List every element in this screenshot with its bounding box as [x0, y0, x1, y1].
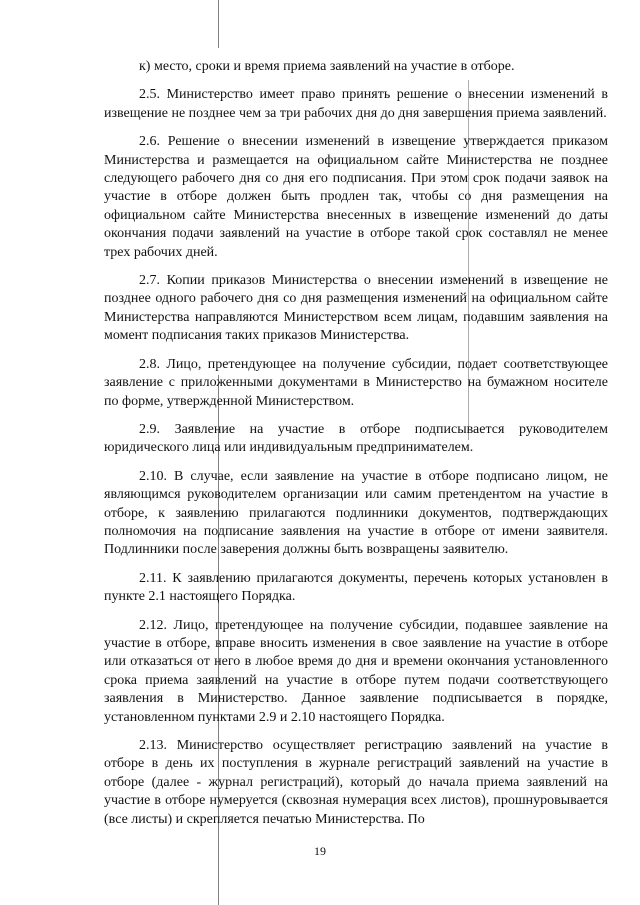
paragraph-2-8: 2.8. Лицо, претендующее на получение субсидии, подает соответствующее заявление с приложенными документами в Министерство на бумажном носителе по форме, утвержденной Министерством.: [104, 356, 608, 409]
paragraph-item-k: к) место, сроки и время приема заявлений на участие в отборе.: [139, 59, 515, 74]
paragraph-2-10: 2.10. В случае, если заявление на участие в отборе подписано лицом, не являющимся руководителем организации или самим претендентом на участие в отборе, к заявлению прилагаются подлинники документов, подтверждающих полномочия на подписание заявления на участие в отборе от имени заявителя. Подлинники после заверения должны быть возвращены заявителю.: [104, 468, 608, 558]
paragraph-2-5: 2.5. Министерство имеет право принять решение о внесении изменений в извещение не позднее чем за три рабочих дня до дня завершения приема заявлений.: [104, 87, 608, 121]
paragraph-2-7: 2.7. Копии приказов Министерства о внесении изменений в извещение не позднее одного рабочего дня со дня размещения изменений на официальном сайте Министерства направляются Министерством всем лицам, подавшим заявления на момент подписания таких приказов Министерства.: [104, 273, 608, 344]
paragraph-2-12: 2.12. Лицо, претендующее на получение субсидии, подавшее заявление на участие в отборе, вправе вносить изменения в свое заявление на участие в отборе или отказаться от него в любое время до дня и времени окончания установленного срока приема заявлений на участие в отборе путем подачи соответствующего заявления в Министерство. Данное заявление подписывается в порядке, установленном пунктами 2.9 и 2.10 настоящего Порядка.: [104, 617, 608, 725]
paragraph-2-6: 2.6. Решение о внесении изменений в извещение утверждается приказом Министерства и размещается на официальном сайте Министерства не позднее следующего рабочего дня со дня его подписания. При этом срок подачи заявок на участие в отборе должен быть продлен так, чтобы со дня размещения на официальном сайте Министерства внесенных в извещение изменений до даты окончания подачи заявлений на участие в отборе такой срок составлял не менее трех рабочих дней.: [104, 134, 608, 260]
paragraph-2-13: 2.13. Министерство осуществляет регистрацию заявлений на участие в отборе в день их поступления в журнале регистраций заявлений на участие в отборе (далее - журнал регистраций), который до начала приема заявлений на участие в отборе нумеруется (сквозная нумерация всех листов), прошнуровывается (все листы) и скрепляется печатью Министерства. По: [104, 738, 608, 827]
scan-fold-line-top: [218, 0, 219, 48]
paragraph-2-9: 2.9. Заявление на участие в отборе подписывается руководителем юридического лица или индивидуальным предпринимателем.: [104, 421, 608, 456]
page-number: 19: [314, 844, 326, 858]
document-page: [104, 58, 608, 839]
paragraph-2-11: 2.11. К заявлению прилагаются документы, перечень которых установлен в пункте 2.1 настоящего Порядка.: [104, 570, 608, 605]
